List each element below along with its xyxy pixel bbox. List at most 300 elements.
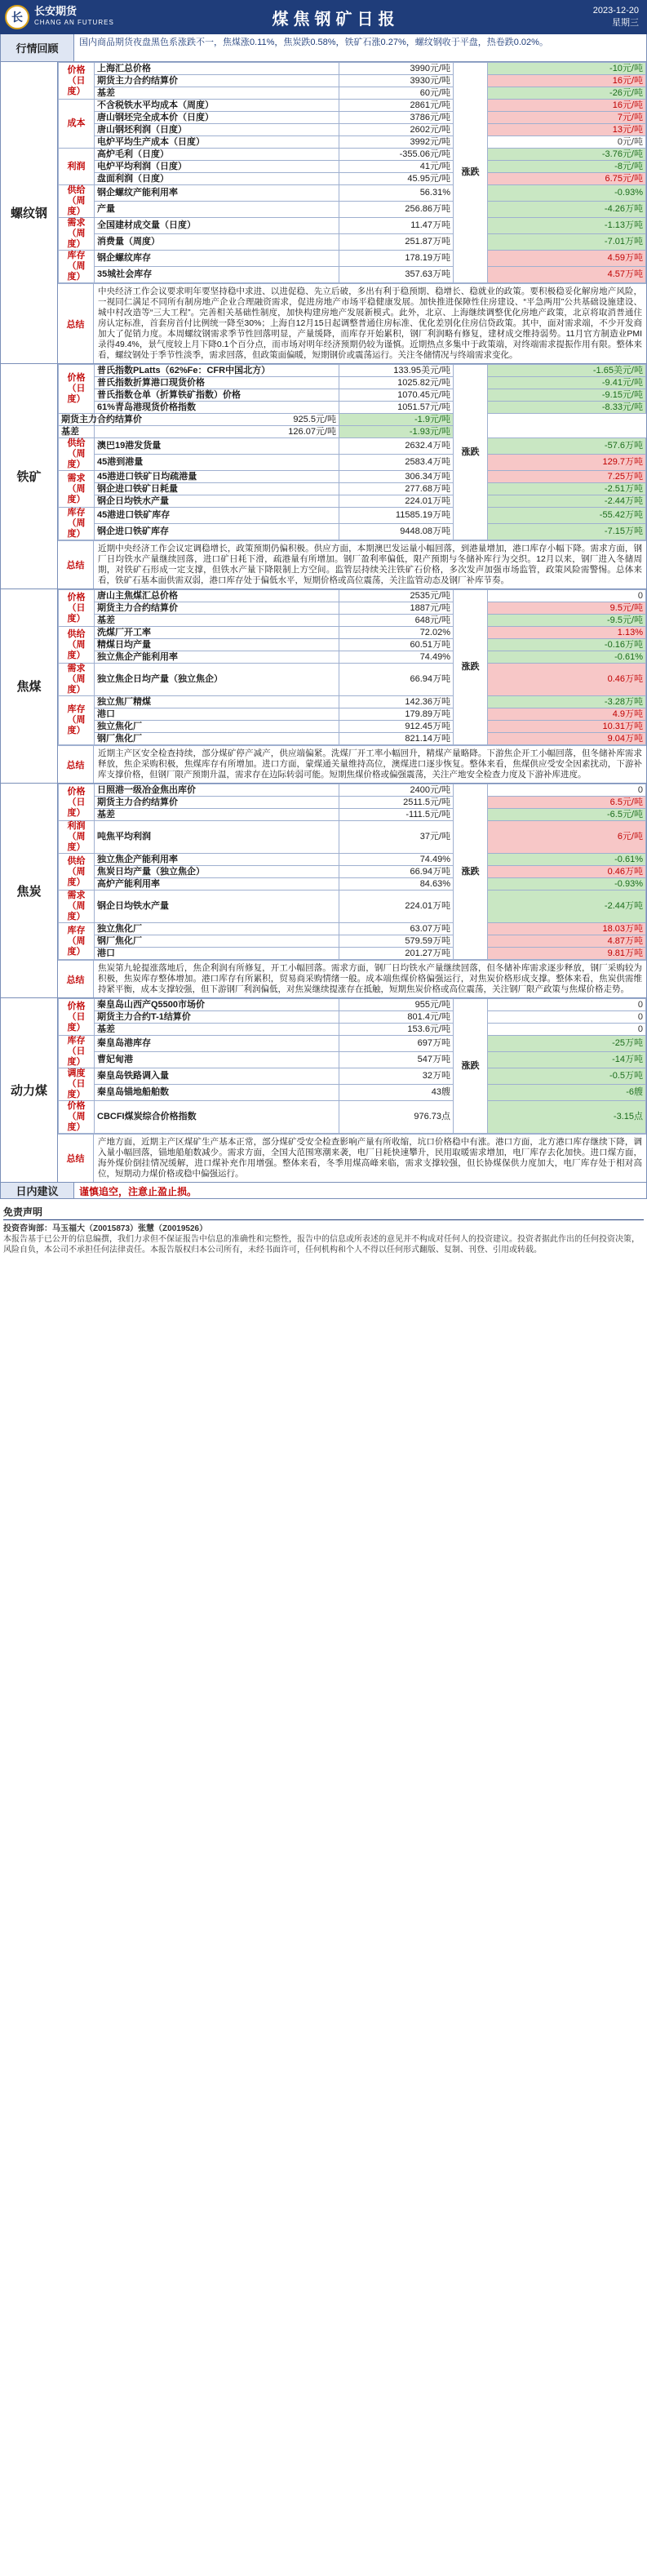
category-cell: 价格（日度）	[59, 999, 95, 1036]
indicator-value: 3786元/吨	[339, 112, 454, 124]
direction-label: 涨跌	[454, 63, 488, 283]
market-review-label: 行情回顾	[1, 34, 74, 61]
commodity-name: 焦炭	[1, 784, 58, 997]
indicator-name: 基差	[95, 1024, 339, 1036]
indicator-value: -355.06元/吨	[339, 149, 454, 161]
indicator-name: 电炉平均生产成本（日度）	[95, 136, 339, 149]
category-cell: 利润（周度）	[59, 821, 95, 854]
indicator-change: -10元/吨	[488, 63, 646, 75]
indicator-value: 277.68万吨	[339, 483, 454, 495]
indicator-name: 秦皇岛山西产Q5500市场价	[95, 999, 339, 1011]
indicator-change: 0.46万吨	[488, 866, 646, 878]
indicator-name: 秦皇岛锚地船舶数	[95, 1085, 339, 1101]
indicator-name: 精煤日均产量	[95, 639, 339, 651]
summary-label: 总结	[58, 541, 94, 588]
section-3	[0, 784, 647, 998]
table-row	[59, 438, 646, 455]
indicator-change: -0.93%	[488, 878, 646, 890]
section-1	[0, 364, 647, 589]
category-cell: 价格（周度）	[59, 1101, 95, 1134]
indicator-value: 56.31%	[339, 185, 454, 202]
category-cell: 成本	[59, 100, 95, 149]
indicator-name: 钢企日均铁水产量	[95, 890, 339, 923]
indicator-change: 129.7万吨	[488, 455, 646, 471]
intraday-advice-label: 日内建议	[1, 1183, 74, 1198]
summary-label: 总结	[58, 746, 94, 783]
indicator-name: 独立焦化厂	[95, 721, 339, 733]
indicator-change: -9.15元/吨	[488, 389, 646, 402]
indicator-name: 日照港一级冶金焦出库价	[95, 784, 339, 797]
indicator-value: 2400元/吨	[339, 784, 454, 797]
indicator-name: 高炉毛利（日度）	[95, 149, 339, 161]
category-cell: 利润	[59, 149, 95, 185]
table-row	[59, 377, 646, 389]
table-row	[59, 389, 646, 402]
table-row	[59, 733, 646, 745]
table-row	[59, 784, 646, 797]
indicator-name: 独立焦企日均产量（独立焦企）	[95, 664, 339, 696]
category-cell: 供给（周度）	[59, 185, 95, 218]
direction-label: 涨跌	[454, 999, 488, 1134]
logo-name-en: CHANG AN FUTURES	[34, 19, 114, 26]
indicator-value: 66.94万吨	[339, 664, 454, 696]
table-row	[59, 524, 646, 540]
indicator-value: 11.47万吨	[339, 218, 454, 234]
table-row	[59, 63, 646, 75]
table-row	[59, 615, 646, 627]
indicator-name: 35城社会库存	[95, 267, 339, 283]
indicator-table	[58, 784, 646, 960]
indicator-value: 801.4元/吨	[339, 1011, 454, 1024]
indicator-change: -25万吨	[488, 1036, 646, 1052]
analyst-info: 投资咨询部：马玉福大（Z0015873）张慧（Z0019526）	[3, 1224, 208, 1233]
indicator-change: -6艘	[488, 1085, 646, 1101]
table-row	[59, 218, 646, 234]
indicator-change: 0	[488, 1024, 646, 1036]
table-row	[59, 185, 646, 202]
disclaimer-text: 本报告基于已公开的信息编撰，我们力求但不保证报告中信息的准确性和完整性，报告中的信息或所表述的意见并不构成对任何人的投资建议。投资者据此作出的任何投资决策，风险自负，本公司不承担任何法律责任。本报告版权归本公司所有，未经书面许可，任何机构和个人不得以任何形式翻版、复制、刊登、引用或转载。	[3, 1235, 640, 1255]
direction-label: 涨跌	[454, 784, 488, 960]
indicator-name: 洗煤厂开工率	[95, 627, 339, 639]
indicator-change: -1.9元/吨	[339, 414, 454, 426]
indicator-value: 821.14万吨	[339, 733, 454, 745]
commodity-name: 螺纹钢	[1, 62, 58, 363]
indicator-change: 1.13%	[488, 627, 646, 639]
indicator-change: -3.28万吨	[488, 696, 646, 708]
indicator-value: 178.19万吨	[339, 251, 454, 267]
summary-text: 近期主产区安全检查持续，部分煤矿停产减产，供应端偏紧。洗煤厂开工率小幅回升，精煤产量略降。下游焦企开工小幅回落，但冬储补库需求释放，焦企采购积极，焦煤库存有所增加。进口方面，蒙煤通关量维持高位，澳煤进口逐步恢复。整体来看，焦煤供应受安全因素扰动，下游补库支撑价格，但钢厂限产预期升温，需求存在边际转弱可能。短期焦煤价格或偏强震荡，关注产地安全检查力度及下游补库进度。	[98, 748, 642, 779]
indicator-value: 3992元/吨	[339, 136, 454, 149]
indicator-value: 547万吨	[339, 1052, 454, 1068]
indicator-value: 2632.4万吨	[339, 438, 454, 455]
direction-label: 涨跌	[454, 365, 488, 540]
indicator-change: 7元/吨	[488, 112, 646, 124]
indicator-name: 45港进口铁矿库存	[95, 508, 339, 524]
indicator-change: 4.87万吨	[488, 935, 646, 948]
indicator-value: 925.5元/吨	[95, 414, 339, 426]
indicator-change: -14万吨	[488, 1052, 646, 1068]
indicator-value: 224.01万吨	[339, 495, 454, 508]
commodity-name: 铁矿	[1, 364, 58, 588]
table-row	[59, 402, 646, 414]
indicator-value: 126.07元/吨	[95, 426, 339, 438]
indicator-value: 955元/吨	[339, 999, 454, 1011]
indicator-change: 4.9万吨	[488, 708, 646, 721]
table-row	[59, 1036, 646, 1052]
indicator-value: 45.95元/吨	[339, 173, 454, 185]
table-row	[59, 809, 646, 821]
indicator-value: 133.95美元/吨	[339, 365, 454, 377]
table-row	[59, 495, 646, 508]
category-cell: 需求（周度）	[59, 664, 95, 696]
table-row	[59, 1068, 646, 1085]
table-row	[59, 161, 646, 173]
indicator-value: 84.63%	[339, 878, 454, 890]
table-row	[59, 136, 646, 149]
indicator-name: 基差	[59, 426, 95, 438]
indicator-value: 1887元/吨	[339, 602, 454, 615]
table-row	[59, 365, 646, 377]
table-row	[59, 1085, 646, 1101]
indicator-change: -0.5万吨	[488, 1068, 646, 1085]
indicator-value: 43艘	[339, 1085, 454, 1101]
indicator-value: 912.45万吨	[339, 721, 454, 733]
indicator-name: 独立焦企产能利用率	[95, 854, 339, 866]
indicator-change: 16元/吨	[488, 100, 646, 112]
indicator-change: -8元/吨	[488, 161, 646, 173]
indicator-name: 港口	[95, 948, 339, 960]
indicator-change: 0	[488, 784, 646, 797]
indicator-value: 72.02%	[339, 627, 454, 639]
category-cell: 调度（日度）	[59, 1068, 95, 1101]
table-row	[59, 100, 646, 112]
indicator-value: 63.07万吨	[339, 923, 454, 935]
indicator-name: 港口	[95, 708, 339, 721]
table-row	[59, 251, 646, 267]
table-row	[59, 124, 646, 136]
table-row	[59, 1101, 646, 1134]
indicator-value: 2602元/吨	[339, 124, 454, 136]
report-title: 煤焦钢矿日报	[272, 10, 400, 29]
indicator-value: 142.36万吨	[339, 696, 454, 708]
indicator-name: 普氏指数仓单（折算铁矿指数）价格	[95, 389, 339, 402]
intraday-advice	[0, 1183, 647, 1199]
category-cell: 价格（日度）	[59, 590, 95, 627]
indicator-value: 2511.5元/吨	[339, 797, 454, 809]
indicator-value: 648元/吨	[339, 615, 454, 627]
indicator-value: 251.87万吨	[339, 234, 454, 251]
table-row	[59, 234, 646, 251]
table-row	[59, 590, 646, 602]
indicator-change: -7.15万吨	[488, 524, 646, 540]
indicator-table	[58, 62, 646, 283]
indicator-change: -2.51万吨	[488, 483, 646, 495]
indicator-name: 盘面利润（日度）	[95, 173, 339, 185]
indicator-value: 74.49%	[339, 651, 454, 664]
section-summary	[58, 745, 646, 783]
table-row	[59, 455, 646, 471]
category-cell: 供给（周度）	[59, 438, 95, 471]
indicator-name: 45港进口铁矿日均疏港量	[95, 471, 339, 483]
table-row	[59, 1011, 646, 1024]
category-cell: 价格（日度）	[59, 784, 95, 821]
indicator-change: 0	[488, 590, 646, 602]
table-row	[59, 721, 646, 733]
indicator-name: 期货主力合约结算价	[95, 602, 339, 615]
indicator-name: 普氏指数折算港口现货价格	[95, 377, 339, 389]
indicator-change: -0.61%	[488, 854, 646, 866]
indicator-change: 4.59万吨	[488, 251, 646, 267]
indicator-change: 7.25万吨	[488, 471, 646, 483]
indicator-name: 秦皇岛铁路调入量	[95, 1068, 339, 1085]
summary-text: 产地方面，近期主产区煤矿生产基本正常，部分煤矿受安全检查影响产量有所收缩，坑口价格稳中有涨。港口方面，北方港口库存继续下降，调入量小幅回落，锚地船舶数减少。需求方面，全国大范围寒潮来袭，电厂日耗快速攀升，民用取暖需求增加，电厂库存去化加快。进口煤方面，海外煤价倒挂情况缓解，进口煤补充作用增强。整体来看，冬季用煤高峰来临，需求支撑较强，但长协煤保供力度加大，电厂库存处于相对高位，短期动力煤价格或稳中偏强运行。	[98, 1137, 642, 1179]
indicator-value: 976.73点	[339, 1101, 454, 1134]
indicator-change: 6.5元/吨	[488, 797, 646, 809]
indicator-change: -9.5元/吨	[488, 615, 646, 627]
disclaimer-footer	[0, 1199, 647, 1259]
indicator-name: 钢企进口铁矿日耗量	[95, 483, 339, 495]
category-cell: 需求（周度）	[59, 890, 95, 923]
indicator-change: 0.46万吨	[488, 664, 646, 696]
table-row	[59, 866, 646, 878]
indicator-change: -0.93%	[488, 185, 646, 202]
indicator-name: 秦皇岛港库存	[95, 1036, 339, 1052]
indicator-value: 579.59万吨	[339, 935, 454, 948]
indicator-value: 256.86万吨	[339, 202, 454, 218]
indicator-change: 0	[488, 999, 646, 1011]
indicator-name: 产量	[95, 202, 339, 218]
indicator-name: 钢企螺纹库存	[95, 251, 339, 267]
table-row	[59, 149, 646, 161]
section-summary	[58, 1134, 646, 1182]
indicator-name: 独立焦化厂	[95, 923, 339, 935]
company-logo	[0, 5, 163, 29]
category-cell: 库存（周度）	[59, 508, 95, 540]
category-cell: 库存（周度）	[59, 251, 95, 283]
table-row	[59, 878, 646, 890]
summary-label: 总结	[58, 961, 94, 997]
indicator-name: 唐山钢坯利润（日度）	[95, 124, 339, 136]
market-review	[0, 34, 647, 62]
report-date: 2023-12-20	[592, 6, 639, 16]
indicator-name: 期货主力合约结算价	[59, 414, 95, 426]
intraday-advice-text: 谨慎追空，注意止盈止损。	[79, 1186, 197, 1197]
indicator-change: 6元/吨	[488, 821, 646, 854]
indicator-change: -8.33元/吨	[488, 402, 646, 414]
indicator-name: 基差	[95, 87, 339, 100]
indicator-name: 消费量（周度）	[95, 234, 339, 251]
table-row	[59, 112, 646, 124]
table-row	[59, 639, 646, 651]
table-row	[59, 935, 646, 948]
section-0	[0, 62, 647, 364]
indicator-value: 179.89万吨	[339, 708, 454, 721]
indicator-name: 期货主力合约T-1结算价	[95, 1011, 339, 1024]
category-cell: 库存（周度）	[59, 696, 95, 745]
report-date-box	[557, 5, 647, 29]
indicator-value: 2861元/吨	[339, 100, 454, 112]
indicator-value: 153.6元/吨	[339, 1024, 454, 1036]
table-row	[59, 508, 646, 524]
commodity-sections	[0, 62, 647, 1183]
table-row	[59, 87, 646, 100]
category-cell: 供给（周度）	[59, 854, 95, 890]
category-cell: 供给（周度）	[59, 627, 95, 664]
indicator-value: 1051.57元/吨	[339, 402, 454, 414]
section-summary	[58, 283, 646, 363]
summary-text: 近期中央经济工作会议定调稳增长，政策预期仍偏积极。供应方面，本期澳巴发运量小幅回落，到港量增加，港口库存小幅下降。需求方面，钢厂日均铁水产量继续回落，进口矿日耗下滑，疏港量有所增加。钢厂盈利率偏低，限产预期与冬储补库行为交织。12月以来，钢厂进入冬储周期，对铁矿石形成一定支撑，但铁水产量下降限制上方空间。监管层持续关注铁矿石价格，多次发声加强市场监管，政策风险需警惕。总体来看，铁矿石基本面供需双弱，港口库存处于偏低水平，短期价格或高位震荡，关注监管动态及钢厂补库节奏。	[98, 544, 642, 585]
indicator-name: 钢企螺纹产能利用率	[95, 185, 339, 202]
indicator-table	[58, 364, 646, 540]
indicator-change: -7.01万吨	[488, 234, 646, 251]
indicator-change: -6.5元/吨	[488, 809, 646, 821]
indicator-name: 不含税铁水平均成本（周度）	[95, 100, 339, 112]
indicator-name: 期货主力合约结算价	[95, 75, 339, 87]
indicator-change: -4.26万吨	[488, 202, 646, 218]
market-review-text: 国内商品期货夜盘黑色系涨跌不一，焦煤涨0.11%，焦炭跌0.58%，铁矿石涨0.27%，螺纹钢收于平盘，热卷跌0.02%。	[74, 34, 646, 61]
category-cell: 价格（日度）	[59, 63, 95, 100]
indicator-change: -1.65美元/吨	[488, 365, 646, 377]
section-summary	[58, 960, 646, 997]
indicator-name: 61%青岛港现货价格指数	[95, 402, 339, 414]
report-page	[0, 0, 647, 1259]
indicator-table	[58, 589, 646, 745]
summary-text: 焦炭第九轮提涨落地后，焦企利润有所修复，开工小幅回落。需求方面，钢厂日均铁水产量继续回落，但冬储补库需求逐步释放，钢厂采购较为积极，焦炭库存整体增加。港口库存有所累积，贸易商采购情绪一般。成本端焦煤价格偏强运行，对焦炭价格形成支撑。整体来看，焦炭供需维持紧平衡，成本支撑较强，但下游钢厂利润偏低，对焦炭继续提涨存在抵触，短期焦炭价格或高位震荡，关注钢厂限产政策与焦煤价格走势。	[98, 963, 642, 994]
indicator-name: 独立焦厂精煤	[95, 696, 339, 708]
indicator-change: -57.6万吨	[488, 438, 646, 455]
category-cell: 库存（周度）	[59, 923, 95, 960]
indicator-value: 697万吨	[339, 1036, 454, 1052]
indicator-change: -9.41元/吨	[488, 377, 646, 389]
category-cell: 库存（日度）	[59, 1036, 95, 1068]
indicator-value: 60元/吨	[339, 87, 454, 100]
table-row	[59, 1052, 646, 1068]
table-row	[59, 267, 646, 283]
indicator-change: -26元/吨	[488, 87, 646, 100]
table-row	[59, 708, 646, 721]
indicator-name: 澳巴19港发货量	[95, 438, 339, 455]
indicator-name: 焦炭日均产量（独立焦企）	[95, 866, 339, 878]
logo-mark-icon: 长	[5, 5, 29, 29]
indicator-change: 18.03万吨	[488, 923, 646, 935]
report-weekday: 星期三	[612, 18, 639, 28]
report-header	[0, 0, 647, 34]
indicator-value: 2583.4万吨	[339, 455, 454, 471]
table-row	[59, 627, 646, 639]
indicator-value: 306.34万吨	[339, 471, 454, 483]
indicator-name: 45港到港量	[95, 455, 339, 471]
indicator-name: 独立焦企产能利用率	[95, 651, 339, 664]
indicator-value: -111.5元/吨	[339, 809, 454, 821]
category-cell: 价格（日度）	[59, 365, 95, 414]
table-row	[59, 696, 646, 708]
indicator-change: 0	[488, 1011, 646, 1024]
indicator-change: -1.93元/吨	[339, 426, 454, 438]
indicator-value: 41元/吨	[339, 161, 454, 173]
table-row	[59, 821, 646, 854]
indicator-name: 普氏指数PLatts（62%Fe：CFR中国北方）	[95, 365, 339, 377]
table-row	[59, 999, 646, 1011]
indicator-change: -2.44万吨	[488, 495, 646, 508]
indicator-value: 9448.08万吨	[339, 524, 454, 540]
indicator-table	[58, 998, 646, 1134]
indicator-value: 60.51万吨	[339, 639, 454, 651]
table-row	[59, 426, 646, 438]
table-row	[59, 471, 646, 483]
table-row	[59, 854, 646, 866]
indicator-name: 上海汇总价格	[95, 63, 339, 75]
indicator-name: 全国建材成交量（日度）	[95, 218, 339, 234]
table-row	[59, 602, 646, 615]
table-row	[59, 651, 646, 664]
indicator-name: 电炉平均利润（日度）	[95, 161, 339, 173]
indicator-name: 钢厂焦化厂	[95, 935, 339, 948]
summary-label: 总结	[58, 1135, 94, 1182]
indicator-name: 基差	[95, 615, 339, 627]
indicator-name: 期货主力合约结算价	[95, 797, 339, 809]
category-cell: 需求（周度）	[59, 218, 95, 251]
indicator-name: 唐山钢坯完全成本价（日度）	[95, 112, 339, 124]
indicator-name: 基差	[95, 809, 339, 821]
indicator-change: -0.61%	[488, 651, 646, 664]
table-row	[59, 923, 646, 935]
indicator-name: CBCFI煤炭综合价格指数	[95, 1101, 339, 1134]
indicator-change: 10.31万吨	[488, 721, 646, 733]
table-row	[59, 797, 646, 809]
indicator-name: 钢企进口铁矿库存	[95, 524, 339, 540]
indicator-value: 1025.82元/吨	[339, 377, 454, 389]
section-4	[0, 998, 647, 1183]
table-row	[59, 890, 646, 923]
indicator-name: 吨焦平均利润	[95, 821, 339, 854]
indicator-change: 0元/吨	[488, 136, 646, 149]
indicator-value: 2535元/吨	[339, 590, 454, 602]
indicator-value: 66.94万吨	[339, 866, 454, 878]
indicator-value: 201.27万吨	[339, 948, 454, 960]
table-row	[59, 202, 646, 218]
section-summary	[58, 540, 646, 588]
indicator-value: 357.63万吨	[339, 267, 454, 283]
table-row	[59, 948, 646, 960]
indicator-value: 74.49%	[339, 854, 454, 866]
table-row	[59, 483, 646, 495]
table-row	[59, 664, 646, 696]
indicator-change: -2.44万吨	[488, 890, 646, 923]
indicator-change: 16元/吨	[488, 75, 646, 87]
table-row	[59, 173, 646, 185]
indicator-name: 唐山主焦煤汇总价格	[95, 590, 339, 602]
indicator-change: 9.5元/吨	[488, 602, 646, 615]
indicator-name: 高炉产能利用率	[95, 878, 339, 890]
indicator-value: 1070.45元/吨	[339, 389, 454, 402]
indicator-change: -0.16万吨	[488, 639, 646, 651]
indicator-value: 3990元/吨	[339, 63, 454, 75]
logo-name-cn: 长安期货	[34, 5, 78, 17]
indicator-change: 13元/吨	[488, 124, 646, 136]
disclaimer-title: 免责声明	[3, 1206, 43, 1218]
commodity-name: 动力煤	[1, 998, 58, 1182]
indicator-change: 9.04万吨	[488, 733, 646, 745]
indicator-name: 钢企日均铁水产量	[95, 495, 339, 508]
disclaimer-divider	[3, 1219, 644, 1220]
indicator-change: 6.75元/吨	[488, 173, 646, 185]
table-row	[59, 1024, 646, 1036]
table-row	[59, 75, 646, 87]
table-row	[59, 414, 646, 426]
summary-text: 中央经济工作会议要求明年要坚持稳中求进、以进促稳、先立后破，多出有利于稳预期、稳增长、稳就业的政策。要积极稳妥化解房地产风险，一视同仁满足不同所有制房地产企业合理融资需求，促进房地产市场平稳健康发展。加快推进保障性住房建设、“平急两用”公共基础设施建设、城中村改造等“三大工程”。完善相关基础性制度，加快构建房地产发展新模式。此外，北京、上海继续调整优化房地产政策，北京将取消普通住房认定标准，首套房首付比例统一降至30%；上海自12月15日起调整普通住房标准、优化差别化住房信贷政策。其中，面对需求端，不少开发商加大了促销力度。本周螺纹钢需求季节性回落明显，产量缓降，而库存开始累积，钢厂利润略有修复，建材成交维持弱势。11月官方制造业PMI录得49.4%，景气度较上月下降0.1个百分点，而市场对明年经济预期仍较为谨慎。近期热点多集中于政策端，对终端需求提振作用有限。整体来看，螺纹钢处于季节性淡季，需求回落，但政策面偏暖，短期钢价或震荡运行。关注冬储情况与终端需求变化。	[98, 286, 642, 360]
indicator-value: 3930元/吨	[339, 75, 454, 87]
commodity-name: 焦煤	[1, 589, 58, 783]
